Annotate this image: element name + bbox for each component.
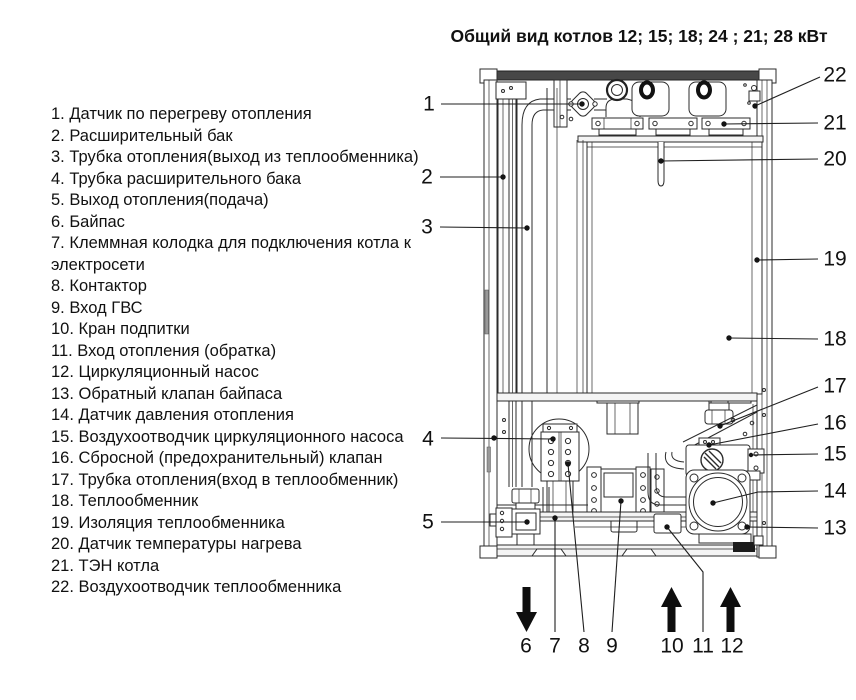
legend-item: 9. Вход ГВС	[51, 298, 143, 317]
legend-item: 19. Изоляция теплообменника	[51, 513, 285, 532]
callout-12: 12	[720, 634, 744, 658]
callout-21: 21	[823, 111, 847, 135]
top-left-bracket	[496, 82, 526, 99]
legend-item: 12. Циркуляционный насос	[51, 363, 259, 381]
parts-legend	[51, 104, 451, 599]
callout-18: 18	[823, 327, 847, 351]
legend-item: 22. Воздухоотводчик теплообменника	[51, 578, 342, 596]
page-title: Общий вид котлов 12; 15; 18; 24 ; 21; 28 кВт	[450, 26, 828, 46]
legend-item: 14. Датчик давления отопления	[51, 406, 294, 424]
callout-1: 1	[423, 92, 435, 116]
legend-item: 7. Клеммная колодка для подключения котла к электросети	[51, 234, 411, 274]
callout-3: 3	[421, 215, 433, 239]
legend-item: 4. Трубка расширительного бака	[51, 169, 302, 188]
callout-17: 17	[823, 374, 847, 398]
legend-item: 8. Контактор	[51, 277, 147, 295]
legend-item: 10. Кран подпитки	[51, 320, 190, 338]
expansion-tank-tube	[509, 96, 516, 487]
callout-6: 6	[520, 634, 532, 658]
callout-22: 22	[823, 63, 847, 87]
legend-item: 17. Трубка отопления(вход в теплообменник)	[51, 470, 399, 489]
callout-7: 7	[549, 634, 561, 658]
legend-item: 2. Расширительный бак	[51, 126, 233, 145]
callout-14: 14	[823, 479, 847, 503]
flow-up-arrow-2	[720, 587, 741, 632]
legend-item: 20. Датчик температуры нагрева	[51, 535, 302, 553]
callout-2: 2	[421, 165, 433, 189]
callout-11: 11	[692, 634, 714, 658]
legend-item: 3. Трубка отопления(выход из теплообменника)	[51, 148, 419, 166]
heating-outlet-assembly	[490, 487, 549, 545]
callout-8: 8	[578, 634, 590, 658]
contactor	[587, 467, 664, 532]
legend-item: 13. Обратный клапан байпаса	[51, 384, 283, 403]
flow-up-arrow-1	[661, 587, 682, 632]
callout-10: 10	[660, 634, 684, 658]
callout-19: 19	[823, 247, 847, 271]
legend-item: 5. Выход отопления(подача)	[51, 191, 269, 209]
flow-down-arrow	[516, 587, 537, 632]
legend-item: 11. Вход отопления (обратка)	[51, 341, 277, 360]
callout-9: 9	[606, 634, 618, 658]
callout-4: 4	[422, 427, 434, 451]
legend-item: 18. Теплообменник	[51, 492, 199, 510]
legend-item: 21. ТЭН котла	[51, 556, 160, 575]
callout-13: 13	[823, 516, 847, 540]
legend-item: 6. Байпас	[51, 212, 125, 231]
callout-15: 15	[823, 442, 847, 466]
temperature-probe	[658, 142, 664, 186]
flow-arrows	[516, 587, 741, 632]
callout-16: 16	[823, 411, 847, 435]
legend-item: 15. Воздухоотводчик циркуляционного насоса	[51, 427, 404, 446]
heater-flanges	[592, 118, 750, 135]
callout-5: 5	[422, 510, 434, 534]
legend-item: 16. Сбросной (предохранительный) клапан	[51, 449, 383, 467]
legend-item: 1. Датчик по перегреву отопления	[51, 105, 312, 123]
callout-20: 20	[823, 147, 847, 171]
